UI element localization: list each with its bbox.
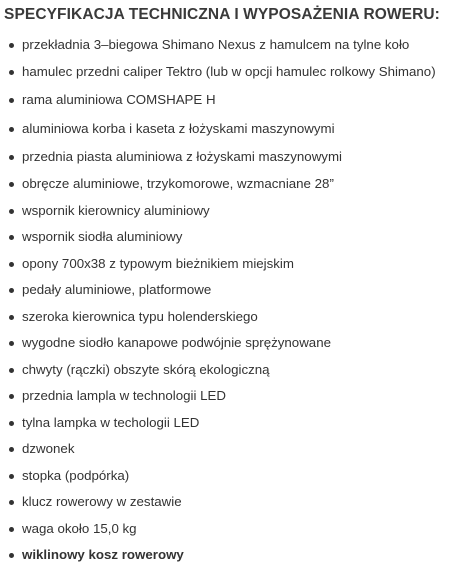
list-item (0, 542, 456, 569)
bullet-icon (9, 98, 14, 103)
list-item-text: wspornik siodła aluminiowy (22, 229, 183, 244)
list-item-text: przekładnia 3–biegowa Shimano Nexus z hamulcem na tylne koło (22, 37, 410, 52)
bullet-icon (9, 527, 14, 532)
list-item-text: waga około 15,0 kg (22, 520, 137, 536)
list-item-text: klucz rowerowy w zestawie (22, 494, 182, 509)
list-item-text: tylna lampka w techologii LED (22, 414, 200, 430)
bullet-icon (9, 235, 14, 240)
bullet-icon (9, 553, 14, 558)
list-item-text: wiklinowy kosz rowerowy (22, 547, 184, 562)
bullet-icon (9, 447, 14, 452)
bullet-icon (9, 500, 14, 505)
list-item-text: przednia piasta aluminiowa z łożyskami maszynowymi (22, 149, 342, 164)
list-item (0, 31, 456, 58)
bullet-icon (9, 394, 14, 399)
list-item (0, 410, 456, 437)
bullet-icon (9, 182, 14, 187)
list-item-text: obręcze aluminiowe, trzykomorowe, wzmacniane 28” (22, 176, 334, 191)
list-item-text: stopka (podpórka) (22, 467, 130, 483)
list-item (0, 357, 456, 384)
bullet-icon (9, 70, 14, 75)
list-item (0, 436, 456, 463)
list-item-text: wygodne siodło kanapowe podwójnie sprężynowane (22, 335, 331, 350)
bullet-icon (9, 341, 14, 346)
bullet-icon (9, 127, 14, 132)
bullet-icon (9, 288, 14, 293)
list-item (0, 251, 456, 278)
list-item (0, 463, 456, 490)
spec-list (0, 31, 456, 569)
list-item-text: rama aluminiowa COMSHAPE H (22, 92, 216, 107)
list-item-text: chwyty (rączki) obszyte skórą ekologiczną (22, 361, 270, 377)
list-item-text: szeroka kierownica typu holenderskiego (22, 308, 258, 324)
list-item (0, 330, 456, 357)
list-item (0, 516, 456, 543)
list-item (0, 224, 456, 251)
list-item (0, 85, 456, 114)
page-title: SPECYFIKACJA TECHNICZNA I WYPOSAŻENIA ROWERU: (4, 6, 440, 23)
bullet-icon (9, 209, 14, 214)
list-item (0, 198, 456, 225)
list-item (0, 383, 456, 410)
list-item (0, 304, 456, 331)
list-item (0, 489, 456, 516)
bullet-icon (9, 262, 14, 267)
bullet-icon (9, 315, 14, 320)
bullet-icon (9, 368, 14, 373)
bullet-icon (9, 474, 14, 479)
list-item-text: hamulec przedni caliper Tektro (lub w opcji hamulec rolkowy Shimano) (22, 64, 436, 79)
list-item-text: aluminiowa korba i kaseta z łożyskami maszynowymi (22, 121, 335, 136)
list-item-text: przednia lampla w technologii LED (22, 388, 226, 403)
list-item-text: dzwonek (22, 441, 75, 456)
bullet-icon (9, 155, 14, 160)
list-item-text: opony 700x38 z typowym bieżnikiem miejskim (22, 255, 294, 271)
list-item-text: pedały aluminiowe, platformowe (22, 282, 212, 297)
list-item-text: wspornik kierownicy aluminiowy (22, 202, 210, 218)
bullet-icon (9, 421, 14, 426)
list-item (0, 277, 456, 304)
bullet-icon (9, 43, 14, 48)
list-item (0, 143, 456, 171)
list-item (0, 58, 456, 85)
list-item (0, 114, 456, 143)
list-item (0, 171, 456, 198)
